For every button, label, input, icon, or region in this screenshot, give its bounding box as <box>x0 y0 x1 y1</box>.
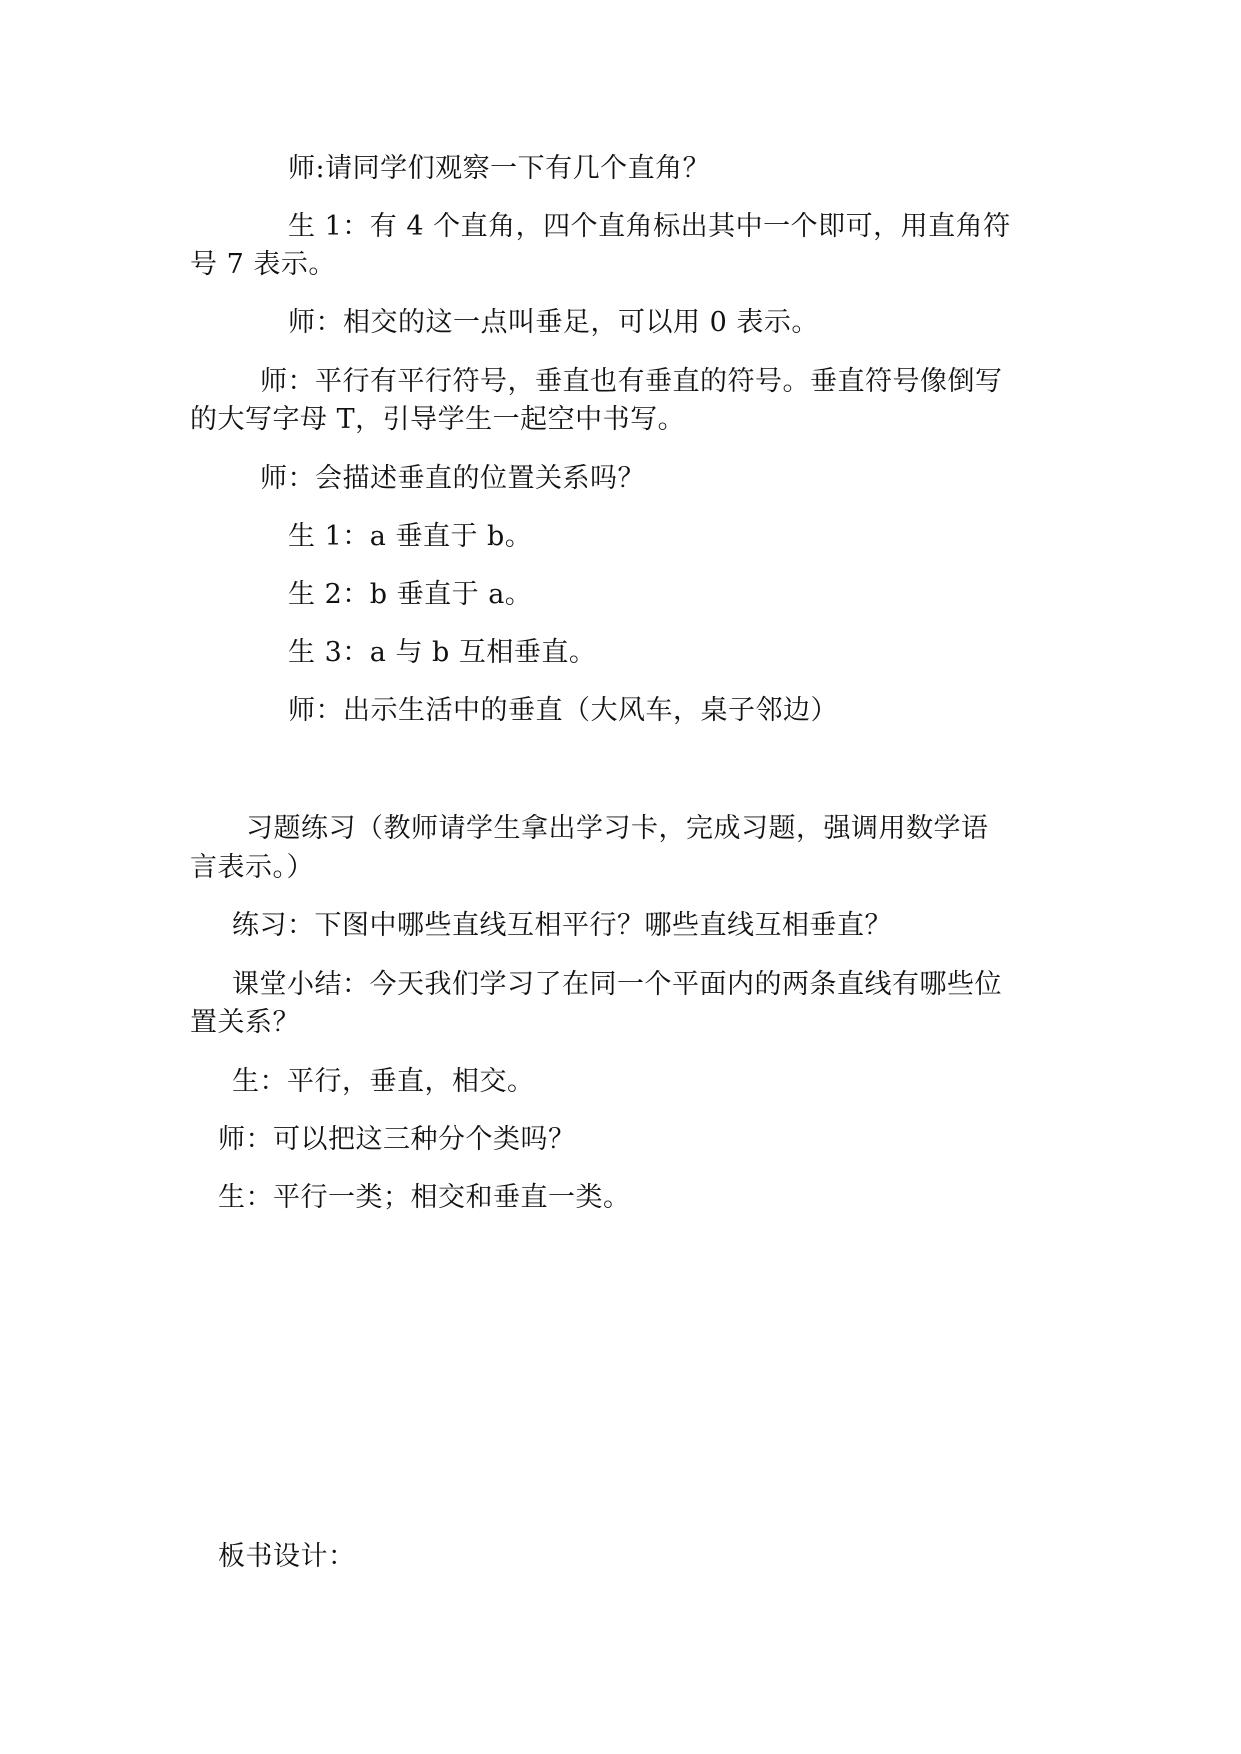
paragraph-student2-answer: 生 2：b 垂直于 a。 <box>288 579 533 610</box>
paragraph-student-relations: 生：平行，垂直，相交。 <box>232 1066 535 1097</box>
paragraph-teacher-life-examples: 师：出示生活中的垂直（大风车，桌子邻边） <box>288 695 838 726</box>
paragraph-practice: 练习：下图中哪些直线互相平行？哪些直线互相垂直？ <box>232 910 892 941</box>
paragraph-teacher-observe: 师:请同学们观察一下有几个直角？ <box>288 153 711 184</box>
paragraph-teacher-foot: 师：相交的这一点叫垂足，可以用 0 表示。 <box>288 307 819 338</box>
paragraph-exercise-intro: 习题练习（教师请学生拿出学习卡，完成习题，强调用数学语 <box>246 813 989 844</box>
paragraph-student-classify: 生：平行一类；相交和垂直一类。 <box>218 1182 631 1213</box>
paragraph-board-design: 板书设计： <box>218 1541 356 1572</box>
paragraph-summary: 课堂小结：今天我们学习了在同一个平面内的两条直线有哪些位 <box>232 969 1002 1000</box>
paragraph-teacher-classify: 师：可以把这三种分个类吗？ <box>218 1124 576 1155</box>
paragraph-student1-answer: 生 1：a 垂直于 b。 <box>288 521 533 552</box>
paragraph-teacher-describe: 师：会描述垂直的位置关系吗？ <box>260 463 645 494</box>
paragraph-summary-cont: 置关系？ <box>190 1007 300 1038</box>
paragraph-student1-right-angles: 生 1：有 4 个直角，四个直角标出其中一个即可，用直角符 <box>288 211 1011 242</box>
paragraph-exercise-intro-cont: 言表示。） <box>190 852 314 883</box>
paragraph-student3-answer: 生 3：a 与 b 互相垂直。 <box>288 637 597 668</box>
paragraph-student1-right-angles-cont: 号 7 表示。 <box>190 249 336 280</box>
paragraph-teacher-symbol-cont: 的大写字母 T，引导学生一起空中书写。 <box>190 404 686 435</box>
paragraph-teacher-symbol: 师：平行有平行符号，垂直也有垂直的符号。垂直符号像倒写 <box>260 366 1003 397</box>
